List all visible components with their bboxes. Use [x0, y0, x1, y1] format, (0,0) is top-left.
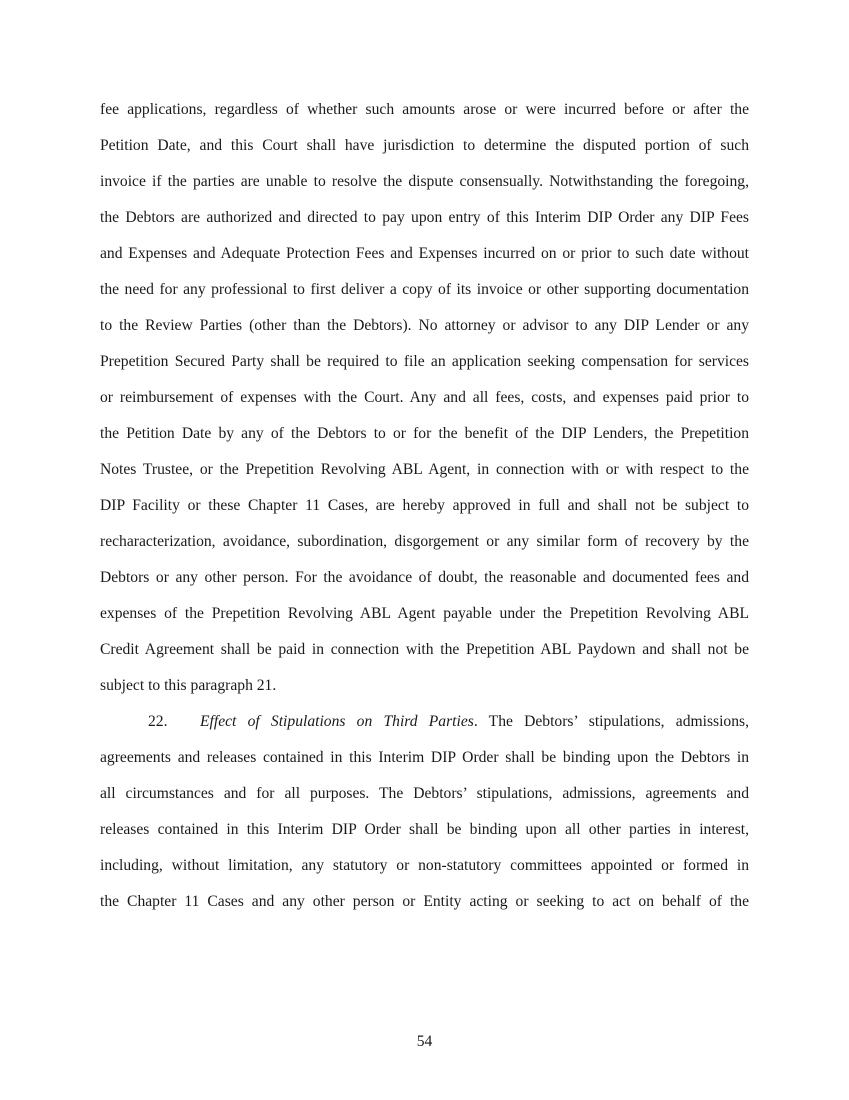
body-text-line: the Debtors are authorized and directed to pay upon entry of this Interim DIP Order any DIP Fees [100, 209, 749, 226]
body-text-line: Petition Date, and this Court shall have jurisdiction to determine the disputed portion of such [100, 137, 749, 154]
body-text-line: all circumstances and for all purposes. The Debtors’ stipulations, admissions, agreements and [100, 785, 749, 802]
body-text-line: Credit Agreement shall be paid in connection with the Prepetition ABL Paydown and shall not be [100, 641, 749, 658]
body-text-line: recharacterization, avoidance, subordination, disgorgement or any similar form of recovery by the [100, 533, 749, 550]
body-text-line: Prepetition Secured Party shall be required to file an application seeking compensation for services [100, 353, 749, 370]
body-text-line: and Expenses and Adequate Protection Fees and Expenses incurred on or prior to such date without [100, 245, 749, 262]
body-text-line: the Petition Date by any of the Debtors to or for the benefit of the DIP Lenders, the Prepetition [100, 425, 749, 442]
body-text-line: or reimbursement of expenses with the Court. Any and all fees, costs, and expenses paid prior to [100, 389, 749, 406]
body-text-line: invoice if the parties are unable to resolve the dispute consensually. Notwithstanding the foregoing, [100, 173, 749, 190]
paragraph-text: . The Debtors’ stipulations, admissions, [473, 713, 749, 730]
body-text-line: releases contained in this Interim DIP Order shall be binding upon all other parties in interest, [100, 821, 749, 838]
body-text-line: to the Review Parties (other than the Debtors). No attorney or advisor to any DIP Lender or any [100, 317, 749, 334]
page-number: 54 [416, 1033, 433, 1050]
body-text-line: Notes Trustee, or the Prepetition Revolving ABL Agent, in connection with or with respect to the [100, 461, 749, 478]
body-text-line: subject to this paragraph 21. [100, 677, 277, 694]
body-text-line: including, without limitation, any statutory or non-statutory committees appointed or formed in [100, 857, 749, 874]
body-text-line: fee applications, regardless of whether such amounts arose or were incurred before or after the [100, 101, 749, 118]
paragraph-22-first-line [148, 712, 749, 732]
body-text-line: DIP Facility or these Chapter 11 Cases, are hereby approved in full and shall not be subject to [100, 497, 749, 514]
paragraph-number: 22. [148, 713, 168, 730]
body-text-line: agreements and releases contained in this Interim DIP Order shall be binding upon the Debtors in [100, 749, 749, 766]
paragraph-heading: Effect of Stipulations on Third Parties [200, 713, 474, 730]
body-text-line: expenses of the Prepetition Revolving ABL Agent payable under the Prepetition Revolving ABL [100, 605, 749, 622]
body-text-line: the need for any professional to first deliver a copy of its invoice or other supporting documentation [100, 281, 749, 298]
body-text-line: the Chapter 11 Cases and any other person or Entity acting or seeking to act on behalf of the [100, 893, 749, 910]
body-text-line: Debtors or any other person. For the avoidance of doubt, the reasonable and documented fees and [100, 569, 749, 586]
